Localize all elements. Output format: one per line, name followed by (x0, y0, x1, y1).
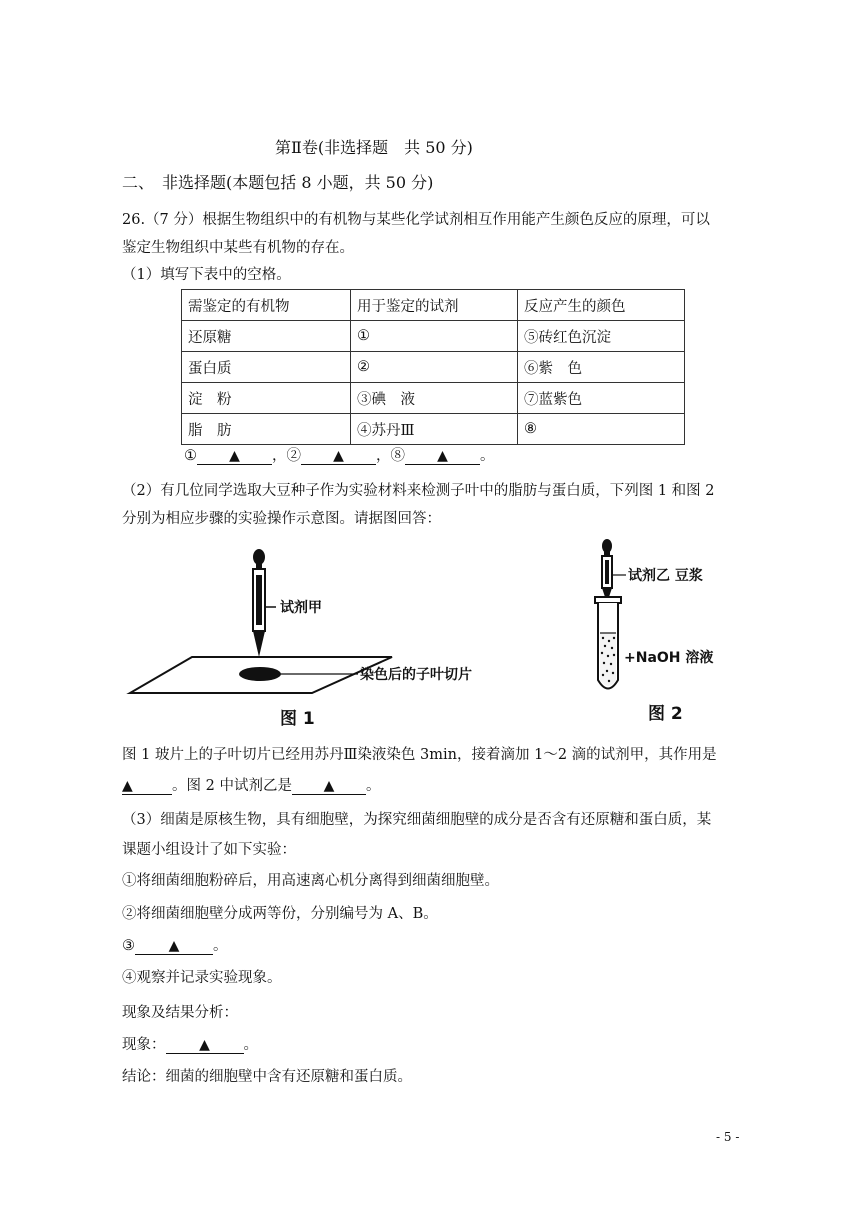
blank-line-end: 。 (480, 448, 495, 464)
triangle-icon: ▲ (333, 448, 344, 464)
test-tube-icon (595, 597, 621, 689)
table-cell: ① (351, 321, 518, 352)
table-cell: ⑤砖红色沉淀 (518, 321, 685, 352)
figure-text-end: 。 (365, 778, 381, 794)
cotyledon-slice (239, 667, 281, 681)
table-cell: ⑥紫 色 (518, 352, 685, 383)
reagent-jia-label: 试剂甲 (280, 600, 322, 616)
figure-2 (580, 535, 770, 730)
answer-blank-6[interactable] (135, 938, 213, 955)
naoh-label: +NaOH 溶液 (624, 650, 714, 666)
table-cell: 淀 粉 (182, 383, 351, 414)
part2-line-1: （2）有几位同学选取大豆种子作为实验材料来检测子叶中的脂肪与蛋白质，下列图 1 和图 2 (122, 483, 715, 499)
figure-text-line-2 (122, 774, 380, 795)
question-line-2: 鉴定生物组织中某些有机物的存在。 (122, 240, 354, 256)
table-header-row (182, 290, 685, 321)
table-cell: ⑦蓝紫色 (518, 383, 685, 414)
triangle-icon: ▲ (168, 938, 180, 954)
table-cell: ⑧ (518, 414, 685, 445)
dropper-icon (602, 539, 612, 603)
table-row (182, 352, 685, 383)
answer-blank-2[interactable] (301, 448, 376, 465)
phenomenon-end: 。 (243, 1037, 258, 1053)
answer-blank-7[interactable] (166, 1037, 244, 1054)
figure-text-mid: 。图 2 中试剂乙是 (172, 778, 292, 794)
answer-blank-3[interactable] (405, 448, 480, 465)
figure-1 (120, 545, 540, 735)
step-1: ①将细菌细胞粉碎后，用高速离心机分离得到细菌细胞壁。 (122, 873, 499, 889)
part3-line-1: （3）细菌是原核生物，具有细胞壁，为探究细菌细胞壁的成分是否含有还原糖和蛋白质，某 (122, 812, 712, 828)
answer-blank-4[interactable] (122, 778, 172, 795)
blank-label-2: ，② (272, 448, 301, 464)
triangle-icon: ▲ (199, 1037, 210, 1053)
table-cell: 脂 肪 (182, 414, 351, 445)
section-heading: 二、 非选择题(本题包括 8 小题，共 50 分) (122, 173, 434, 192)
analysis-heading: 现象及结果分析： (122, 1005, 238, 1021)
figure-text-line-1: 图 1 玻片上的子叶切片已经用苏丹Ⅲ染液染色 3min，接着滴加 1～2 滴的试剂甲，其作用是 (122, 747, 717, 763)
phenomenon-label: 现象： (122, 1037, 166, 1053)
reagent-table (181, 289, 685, 445)
table-header-cell: 需鉴定的有机物 (182, 290, 351, 321)
table-row (182, 414, 685, 445)
step-3-label: ③ (122, 938, 135, 954)
phenomenon-line (122, 1033, 258, 1054)
page-number: - 5 - (716, 1130, 740, 1144)
triangle-icon: ▲ (437, 448, 448, 464)
slice-label: 染色后的子叶切片 (360, 667, 472, 683)
part1-prompt: （1）填写下表中的空格。 (122, 267, 291, 283)
step-2: ②将细菌细胞壁分成两等份，分别编号为 A、B。 (122, 906, 438, 922)
part3-line-2: 课题小组设计了如下实验： (122, 842, 296, 858)
question-line-1: 26.（7 分）根据生物组织中的有机物与某些化学试剂相互作用能产生颜色反应的原理，可以 (122, 212, 710, 228)
table-cell: 蛋白质 (182, 352, 351, 383)
triangle-icon: ▲ (323, 778, 335, 794)
table-cell: ③碘 液 (351, 383, 518, 414)
dropper-icon (253, 549, 265, 667)
step-3 (122, 934, 228, 955)
reagent-yi-label: 试剂乙 豆浆 (628, 568, 703, 584)
part2-line-2: 分别为相应步骤的实验操作示意图。请据图回答： (122, 511, 441, 527)
blank-label-3: ，⑧ (376, 448, 405, 464)
triangle-icon: ▲ (122, 778, 133, 794)
table-row (182, 321, 685, 352)
table-header-cell: 用于鉴定的试剂 (351, 290, 518, 321)
table-row (182, 383, 685, 414)
table-cell: ④苏丹Ⅲ (351, 414, 518, 445)
figure-2-caption: 图 2 (648, 704, 683, 724)
step-3-end: 。 (213, 938, 228, 954)
section-title: 第Ⅱ卷(非选择题 共 50 分) (275, 138, 473, 157)
answer-blank-1[interactable] (197, 448, 272, 465)
answer-blanks-line (184, 444, 495, 465)
triangle-icon: ▲ (229, 448, 240, 464)
blank-label-1: ① (184, 448, 197, 464)
table-cell: ② (351, 352, 518, 383)
table-header-cell: 反应产生的颜色 (518, 290, 685, 321)
answer-blank-5[interactable] (292, 778, 366, 795)
figure-1-caption: 图 1 (280, 709, 315, 729)
table-cell: 还原糖 (182, 321, 351, 352)
conclusion-line: 结论：细菌的细胞壁中含有还原糖和蛋白质。 (122, 1069, 412, 1085)
step-4: ④观察并记录实验现象。 (122, 970, 282, 986)
